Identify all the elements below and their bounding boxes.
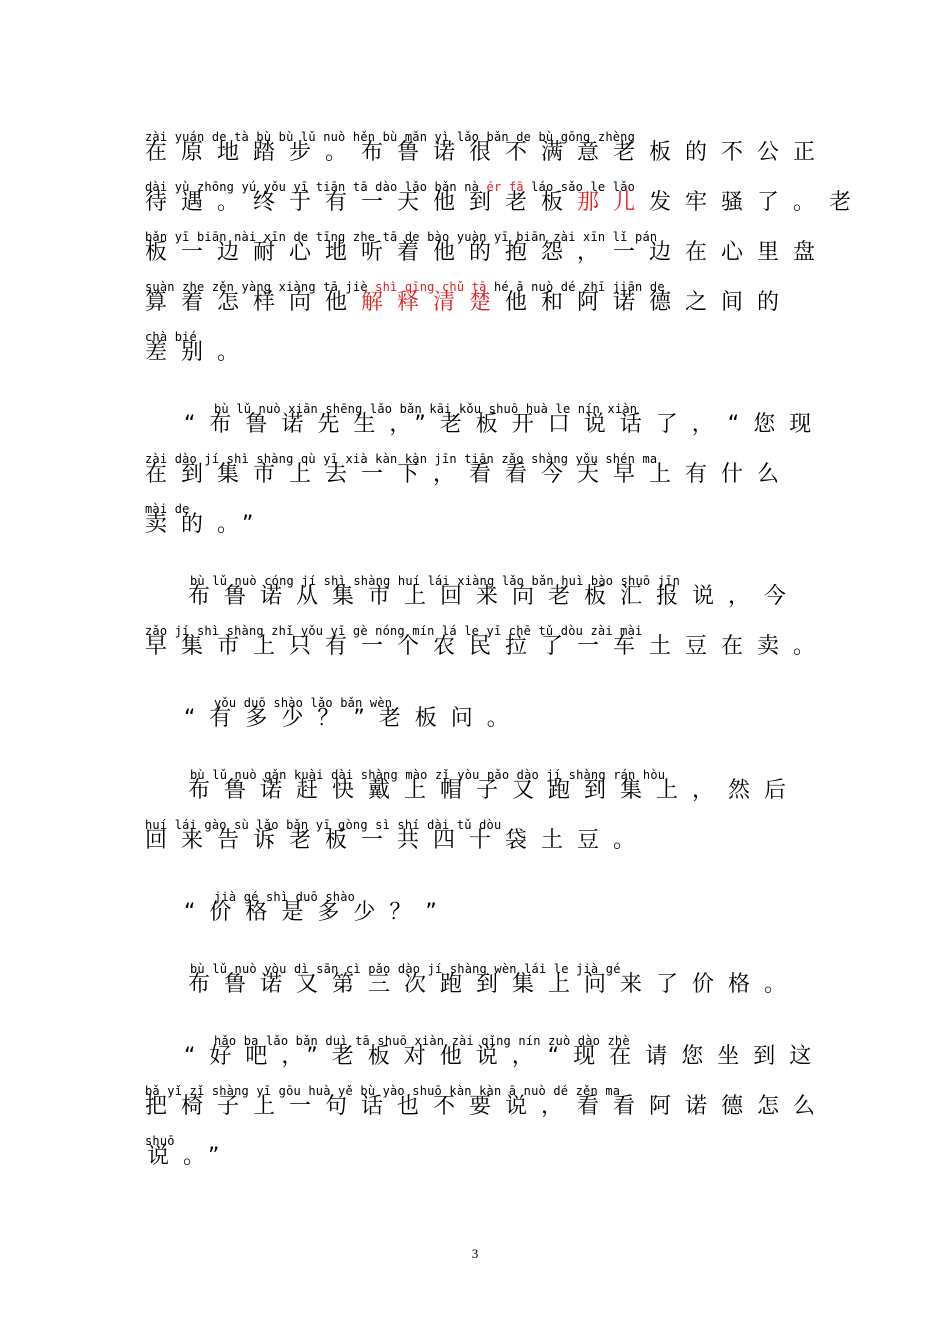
hanzi-segment: 把椅子上一句话也不要说，看看阿诺德怎么 — [145, 1094, 830, 1119]
text-line — [0, 962, 950, 1012]
hanzi-row — [145, 340, 253, 366]
hanzi-row — [184, 706, 523, 732]
hanzi-segment: 早集市上只有一个农民拉了一车土豆在卖。 — [145, 634, 830, 659]
text-line — [0, 1134, 950, 1184]
pinyin-segment: zǎo jí shì shàng zhǐ yǒu yī gè nóng mín lá le yī chē tǔ dòu zài mài — [145, 624, 643, 638]
pinyin-segment: bù lǔ nuò cóng jí shì shàng huí lái xiàng lǎo bǎn huì bào shuō jīn — [190, 574, 681, 588]
hanzi-highlight: 解释清楚 — [361, 290, 506, 315]
pinyin-segment: láo sǎo le lǎo — [523, 180, 636, 194]
pinyin-segment: chà bié — [145, 330, 197, 344]
hanzi-segment: “价格是多少？” — [184, 900, 451, 925]
text-line — [0, 890, 950, 940]
pinyin-segment: hé ā nuò dé zhī jiān de — [486, 280, 665, 294]
hanzi-segment: 他和阿诺德之间的 — [505, 290, 794, 315]
pinyin-segment: yǒu duō shào lǎo bǎn wèn — [214, 696, 393, 710]
hanzi-row — [184, 1044, 825, 1070]
hanzi-segment: “布鲁诺先生，”老板开口说话了，“您现 — [184, 412, 826, 437]
page-number: 3 — [471, 1246, 479, 1261]
hanzi-row — [184, 412, 825, 438]
text-line — [0, 452, 950, 502]
pinyin-segment: shuō — [145, 1134, 175, 1148]
hanzi-segment: “好吧，”老板对他说，“现在请您坐到这 — [184, 1044, 826, 1069]
pinyin-segment: bǎ yǐ zǐ shàng yī gōu huà yě bù yào shuō kàn kàn ā nuò dé zěn ma — [145, 1084, 621, 1098]
text-line — [0, 818, 950, 868]
text-line — [0, 402, 950, 452]
text-line — [0, 1084, 950, 1134]
text-line — [0, 502, 950, 552]
pinyin-segment: zài dào jí shì shàng qù yī xià kàn kàn jīn tiān zǎo shàng yǒu shén ma — [145, 452, 658, 466]
text-line — [0, 768, 950, 818]
hanzi-row — [145, 240, 829, 266]
text-line — [0, 574, 950, 624]
hanzi-row — [145, 1094, 829, 1120]
text-line — [0, 624, 950, 674]
hanzi-segment: 布鲁诺赶快戴上帽子又跑到集上，然后 — [188, 778, 801, 803]
hanzi-segment: 算着怎样向他 — [145, 290, 362, 315]
pinyin-segment: jià gé shì duō shào — [214, 890, 356, 904]
pinyin-highlight: shì qīng chǔ tā — [375, 280, 487, 294]
pinyin-segment: suàn zhe zěn yàng xiàng tā jiè — [145, 280, 376, 294]
hanzi-segment: 在到集市上去一下，看看今天早上有什么 — [145, 462, 794, 487]
hanzi-segment: 回来告诉老板一共四十袋土豆。 — [145, 828, 650, 853]
pinyin-highlight: ér fā — [486, 180, 524, 194]
hanzi-segment: 在原地踏步。布鲁诺很不满意老板的不公正 — [145, 140, 830, 165]
pinyin-segment: hǎo ba lǎo bǎn duì tā shuō xiàn zài qǐng nín zuò dào zhè — [214, 1034, 630, 1048]
hanzi-segment: 卖的。” — [145, 512, 268, 537]
text-line — [0, 1034, 950, 1084]
pinyin-segment: dài yù zhōng yú yǒu yī tiān tā dào lǎo bǎn nà — [145, 180, 487, 194]
pinyin-segment: huí lái gào sù lǎo bǎn yī gòng sì shí dài tǔ dòu — [145, 818, 502, 832]
hanzi-row — [147, 1144, 233, 1170]
hanzi-row — [188, 778, 800, 804]
hanzi-segment: 差别。 — [145, 340, 254, 365]
text-line — [0, 130, 950, 180]
text-line — [0, 696, 950, 746]
hanzi-segment: 发牢骚了。老 — [649, 190, 866, 215]
hanzi-segment: “有多少？”老板问。 — [184, 706, 523, 731]
hanzi-row — [145, 462, 793, 488]
pinyin-segment: mài de — [145, 502, 190, 516]
hanzi-highlight: 那儿 — [577, 190, 650, 215]
hanzi-segment: 板一边耐心地听着他的抱怨，一边在心里盘 — [145, 240, 830, 265]
pinyin-segment: bù lǔ nuò xiān shēng lǎo bǎn kāi kǒu shuō huà le nín xiàn — [214, 402, 638, 416]
hanzi-row — [145, 828, 649, 854]
hanzi-segment: 待遇。终于有一天他到老板 — [145, 190, 578, 215]
hanzi-row — [145, 512, 267, 538]
text-line — [0, 330, 950, 380]
hanzi-row — [145, 190, 865, 216]
text-line — [0, 180, 950, 230]
hanzi-row — [188, 972, 800, 998]
pinyin-segment: bù lǔ nuò gǎn kuài dài shàng mào zǐ yòu pǎo dào jí shàng rán hòu — [190, 768, 666, 782]
text-line — [0, 230, 950, 280]
pinyin-segment: bǎn yī biān nài xīn de tīng zhe tā de bào yuàn yī biān zài xīn lǐ pán — [145, 230, 658, 244]
hanzi-row — [188, 584, 800, 610]
pinyin-segment: bù lǔ nuò yòu dì sān cì pǎo dào jí shàng wèn lái le jià gé — [190, 962, 621, 976]
pinyin-segment: zài yuán de tà bù bù lǔ nuò hěn bù mǎn yì lǎo bǎn de bù gōng zhèng — [145, 130, 636, 144]
hanzi-row — [145, 290, 793, 316]
hanzi-row — [184, 900, 451, 926]
text-line — [0, 280, 950, 330]
hanzi-row — [145, 634, 829, 660]
hanzi-segment: 布鲁诺又第三次跑到集上问来了价格。 — [188, 972, 801, 997]
hanzi-segment: 说。” — [147, 1144, 234, 1169]
hanzi-segment: 布鲁诺从集市上回来向老板汇报说，今 — [188, 584, 801, 609]
hanzi-row — [145, 140, 829, 166]
